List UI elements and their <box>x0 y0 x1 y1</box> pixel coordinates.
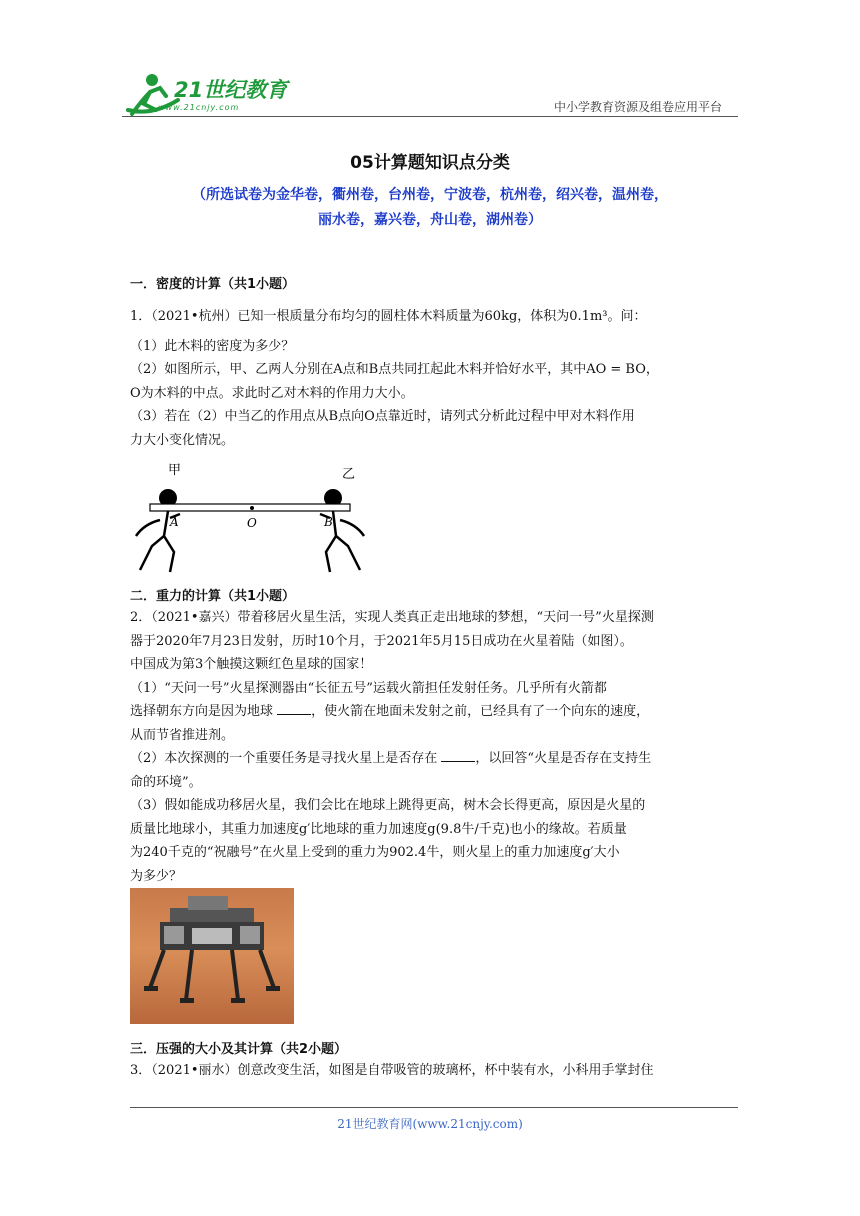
q1-part2b: O为木料的中点。求此时乙对木料的作用力大小。 <box>130 385 414 401</box>
platform-label: 中小学教育资源及组卷应用平台 <box>553 100 722 114</box>
answer-blank[interactable] <box>277 713 311 715</box>
question-3 <box>130 1059 738 1083</box>
q1-stem: 1．（2021•杭州）已知一根质量分布均匀的圆柱体木料质量为60kg，体积为0.1m³。问： <box>130 309 647 324</box>
section-heading: 一．密度的计算（共1小题） <box>130 277 296 292</box>
label-b: B <box>324 515 333 529</box>
q2-text: ，以回答“火星是否存在支持生 <box>475 751 652 766</box>
q2-sub3: 为240千克的“祝融号”在火星上受到的重力为902.4牛，则火星上的重力加速度g′大小 <box>130 845 620 860</box>
q2-sub1-blank-line <box>130 700 738 724</box>
subtitle-line: 丽水卷，嘉兴卷，舟山卷，湖州卷） <box>318 212 542 228</box>
log-carrying-figure <box>130 460 370 575</box>
q2-text: （2）本次探测的一个重要任务是寻找火星上是否存在 <box>130 751 438 766</box>
q2-sub3: （3）假如能成功移居火星，我们会比在地球上跳得更高，树木会长得更高，原因是火星的 <box>130 798 646 813</box>
runner-icon <box>122 70 182 120</box>
q2-line: 器于2020年7月23日发射，历时10个月，于2021年5月15日成功在火星着陆（如图）。 <box>130 633 633 649</box>
logo-url: www.21cnjy.com <box>158 103 240 112</box>
label-yi: 乙 <box>342 467 356 482</box>
q2-text: 选择朝东方向是因为地球 <box>130 704 274 719</box>
question-1 <box>130 305 738 452</box>
logo <box>122 70 292 120</box>
q1-part3b: 力大小变化情况。 <box>130 432 235 448</box>
answer-blank[interactable] <box>441 760 475 762</box>
q2-sub2: 命的环境”。 <box>130 774 202 790</box>
mars-lander-photo <box>130 888 294 1024</box>
q1-part1: （1）此木料的密度为多少？ <box>130 338 295 354</box>
q2-sub3: 质量比地球小，其重力加速度g′比地球的重力加速度g(9.8牛/千克)也小的缘故。若质量 <box>130 821 627 837</box>
label-o: O <box>247 516 257 530</box>
page-title: 05计算题知识点分类 <box>350 153 510 173</box>
q1-part3a: （3）若在（2）中当乙的作用点从B点向O点靠近时，请列式分析此过程中甲对木料作用 <box>130 409 635 424</box>
q2-sub1: 从而节省推进剂。 <box>130 727 235 743</box>
q2-sub1: （1）“天问一号”火星探测器由“长征五号”运载火箭担任发射任务。几乎所有火箭都 <box>130 680 607 696</box>
log <box>150 504 350 511</box>
q1-part2a: （2）如图所示，甲、乙两人分别在A点和B点共同扛起此木料并恰好水平，其中AO = BO， <box>130 362 659 377</box>
header-divider <box>122 116 738 117</box>
subtitle-line: （所选试卷为金华卷，衢州卷，台州卷，宁波卷，杭州卷，绍兴卷，温州卷， <box>192 187 668 203</box>
section-heading: 二．重力的计算（共1小题） <box>130 589 296 604</box>
q2-sub2-blank-line <box>130 747 738 771</box>
q2-line: 2．（2021•嘉兴）带着移居火星生活，实现人类真正走出地球的梦想，“天问一号”火星探测 <box>130 610 654 625</box>
footer-divider <box>130 1107 738 1108</box>
q2-line: 中国成为第3个触摸这颗红色星球的国家！ <box>130 657 373 672</box>
section-heading: 三．压强的大小及其计算（共2小题） <box>130 1042 348 1057</box>
page-subtitle <box>122 183 738 233</box>
label-a: A <box>170 515 179 529</box>
footer-text: 21世纪教育网(www.21cnjy.com) <box>337 1117 523 1131</box>
q2-text: ，使火箭在地面未发射之前，已经具有了一个向东的速度， <box>311 704 650 719</box>
logo-text: 21世纪教育 <box>174 78 288 102</box>
label-jia: 甲 <box>168 463 182 478</box>
question-2 <box>130 606 738 888</box>
point-o <box>250 506 254 510</box>
q2-sub3: 为多少？ <box>130 868 183 884</box>
lander-image <box>130 888 294 1024</box>
q3-line: 3．（2021•丽水）创意改变生活，如图是自带吸管的玻璃杯，杯中装有水，小科用手掌封住 <box>130 1063 654 1078</box>
